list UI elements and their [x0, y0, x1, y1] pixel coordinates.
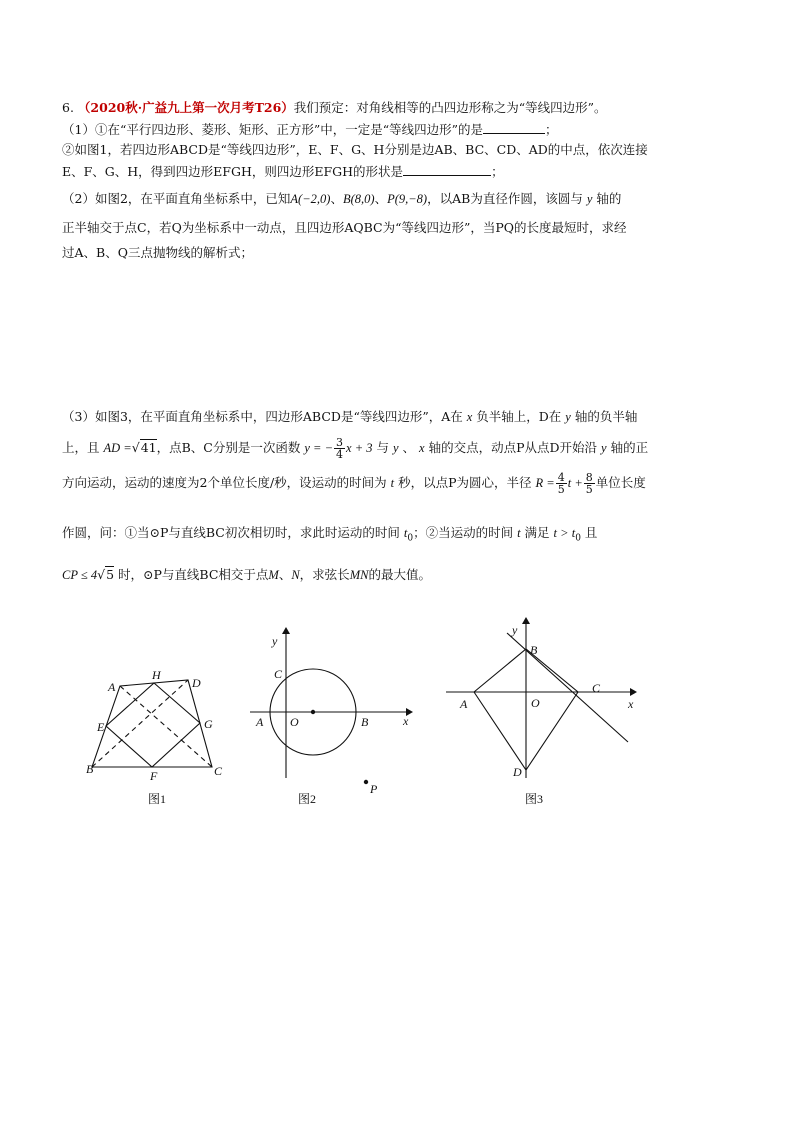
part3-text-a: （3）如图3，在平面直角坐标系中，四边形ABCD是“等线四边形”，A在 — [62, 409, 463, 424]
part3-text-c: 轴的负半轴 — [574, 409, 638, 424]
func-frac-num: 3 — [336, 436, 344, 449]
var-y: y — [565, 410, 571, 424]
func-lhs: y = − — [304, 441, 334, 455]
fig2-caption: 图2 — [298, 792, 317, 806]
problem-header — [62, 99, 736, 117]
radius-frac1-num: 4 — [557, 471, 565, 484]
part3-text-2c: 与 — [376, 440, 390, 455]
var-t: t — [517, 526, 521, 540]
part3-line1 — [62, 408, 736, 426]
fig1-caption: 图1 — [148, 792, 167, 806]
fig3-label-d: D — [513, 765, 522, 779]
part1-line3-suffix: ； — [491, 164, 504, 179]
part2-text-b: ，以AB为直径作圆，该圆与 — [427, 191, 583, 206]
figure-1 — [86, 668, 223, 806]
part3-line5: CP ≤ 4√5 时，⊙P与直线BC相交于点M、N，求弦长MN的最大值。 — [62, 567, 431, 582]
radius-frac2-den: 5 — [585, 483, 593, 496]
fig3-label-x: x — [628, 697, 634, 711]
part1-line2-text: ②如图1，若四边形ABCD是“等线四边形”，E、F、G、H分别是边AB、BC、CD、AD的中点，依次连接 — [62, 142, 648, 157]
part2-line3 — [62, 244, 736, 262]
part3-text-2f: 轴的正 — [610, 440, 649, 455]
problem-intro: 我们预定：对角线相等的凸四边形称之为“等线四边形”。 — [293, 100, 607, 115]
part3-text-2e: 轴的交点，动点P从点D开始沿 — [428, 440, 598, 455]
fig1-label-f: F — [150, 769, 158, 783]
fig3-label-a: A — [460, 697, 468, 711]
fig1-label-b: B — [86, 762, 94, 776]
part2-text-a: （2）如图2，在平面直角坐标系中，已知 — [62, 191, 291, 206]
part2-text-c: 轴的 — [596, 191, 622, 206]
answer-blank-2[interactable] — [403, 162, 491, 176]
var-t0: t — [403, 526, 408, 540]
fig2-label-p: P — [370, 782, 378, 796]
part3-text-2b: ，点B、C分别是一次函数 — [156, 440, 301, 455]
point-p-coord: P(9,−8) — [387, 192, 428, 206]
part3-text-2d: 、 — [402, 440, 416, 455]
part3-text-3c: 单位长度 — [595, 475, 646, 490]
radius-fraction-2 — [584, 472, 595, 495]
var-y: y — [601, 441, 607, 455]
fig2-label-o: O — [290, 715, 299, 729]
part3-text-4b: ；②当运动的时间 — [413, 525, 514, 540]
quad-efgh — [106, 683, 200, 767]
var-y: y — [586, 192, 593, 206]
fig1-label-h: H — [152, 668, 161, 682]
point-b-coord: B(8,0) — [342, 192, 375, 206]
fig2-label-y: y — [272, 634, 278, 648]
radius-fraction-1 — [556, 472, 567, 495]
cp-expression: CP ≤ 4 — [62, 568, 98, 582]
figure-3 — [446, 618, 636, 806]
part3-line4 — [62, 524, 736, 548]
part2-line1 — [62, 190, 736, 208]
func-frac-den: 4 — [336, 448, 344, 461]
problem-source: （2020秋·广益九上第一次月考T26） — [77, 100, 294, 115]
part3-text-5c: ，求弦长 — [299, 567, 350, 582]
var-x: x — [419, 441, 425, 455]
func-fraction — [334, 437, 345, 460]
fig2-point-p — [364, 780, 368, 784]
fig1-label-a: A — [108, 680, 116, 694]
var-t: t — [390, 476, 395, 490]
part3-text-2a: 上，且 — [62, 440, 100, 455]
part3-text-3b: 秒，以点P为圆心，半径 — [398, 475, 532, 490]
cp-radicand: 5 — [106, 567, 115, 582]
fig2-label-b: B — [361, 715, 369, 729]
fig2-label-a: A — [256, 715, 264, 729]
radius-lhs: R = — [535, 476, 555, 490]
radius-frac2-num: 8 — [585, 471, 593, 484]
separator: 、 — [374, 191, 388, 206]
fig1-label-g: G — [204, 717, 213, 731]
part1-line3 — [62, 162, 736, 181]
part3-text-4d: 且 — [584, 525, 598, 540]
subscript-zero: 0 — [407, 533, 414, 544]
part1-line3-text: E、F、G、H，得到四边形EFGH，则四边形EFGH的形状是 — [62, 164, 404, 179]
part3-text-5b: 、 — [278, 567, 292, 582]
problem-number: 6. — [62, 100, 74, 115]
fig2-label-x: x — [403, 714, 409, 728]
fig3-label-c: C — [592, 681, 601, 695]
subscript-zero: 0 — [575, 533, 581, 544]
part3-line2: 上，且 AD =√41，点B、C分别是一次函数 y = − $\frac{3}{4}$ x + 3 与 y 、 x 轴的交点，动点P从点D开始沿 y 轴的正 — [62, 436, 649, 461]
fig2-center-point — [311, 710, 315, 714]
figures-area — [0, 600, 794, 860]
part3-text-b: 负半轴上，D在 — [476, 409, 562, 424]
var-x: x — [466, 410, 473, 424]
condition-expression: t > t — [553, 526, 576, 540]
part1-line1-text: （1）①在“平行四边形、菱形、矩形、正方形”中，一定是“等线四边形”的是 — [62, 122, 484, 137]
fig2-label-c: C — [274, 667, 283, 681]
part1-line2 — [62, 141, 736, 159]
part2-text-2: 正半轴交于点C，若Q为坐标系中一动点，且四边形AQBC为“等线四边形”，当PQ的长度最短时，求经 — [62, 220, 627, 235]
fig1-label-e: E — [97, 720, 105, 734]
radius-mid: t + — [567, 476, 583, 490]
part1-line1-suffix: ； — [545, 122, 558, 137]
part2-text-3: 过A、B、Q三点抛物线的解析式； — [62, 245, 253, 260]
part3-text-4c: 满足 — [524, 525, 550, 540]
radius-frac1-den: 5 — [557, 483, 565, 496]
var-n: N — [291, 568, 300, 582]
part3-text-4a: 作圆，问：①当⊙P与直线BC初次相切时，求此时运动的时间 — [62, 525, 400, 540]
separator: 、 — [330, 191, 343, 206]
var-y: y — [393, 441, 399, 455]
part2-line2 — [62, 219, 736, 237]
fig1-label-c: C — [214, 764, 223, 778]
part3-line3 — [62, 472, 736, 495]
figure-2 — [250, 628, 412, 806]
fig3-caption: 图3 — [525, 792, 544, 806]
part3-text-5a: 时，⊙P与直线BC相交于点 — [118, 567, 269, 582]
part3-text-3a: 方向运动，运动的速度为2个单位长度/秒，设运动的时间为 — [62, 475, 387, 490]
answer-blank-1[interactable] — [483, 120, 545, 134]
ad-expression: AD = — [103, 441, 132, 455]
fig3-label-o: O — [531, 696, 540, 710]
fig3-label-b: B — [530, 643, 538, 657]
func-rhs: x + 3 — [346, 441, 373, 455]
var-m: M — [268, 568, 279, 582]
part1-line1 — [62, 120, 736, 139]
point-a-coord: A(−2,0) — [290, 192, 331, 206]
var-mn: MN — [349, 568, 369, 582]
part3-text-5d: 的最大值。 — [368, 567, 431, 582]
fig1-label-d: D — [192, 676, 201, 690]
fig3-label-y: y — [512, 623, 518, 637]
diagonal-bd — [92, 680, 188, 767]
ad-radicand: 41 — [140, 440, 157, 455]
